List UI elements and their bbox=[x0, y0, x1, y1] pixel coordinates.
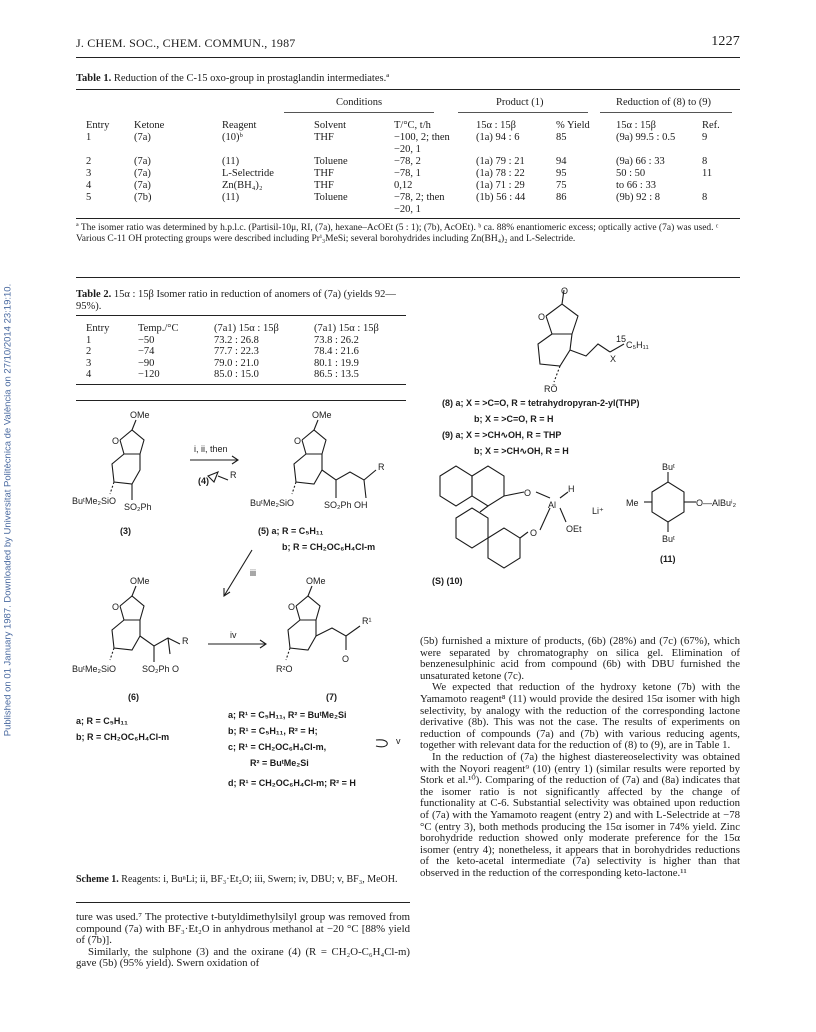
t1-cell: THF bbox=[314, 180, 334, 191]
epoxide-label: (4) bbox=[198, 476, 209, 486]
t2-cell: 2 bbox=[86, 346, 92, 357]
arrow-iv-label: iv bbox=[230, 630, 237, 640]
s3-so2ph: SO₂Ph bbox=[124, 502, 152, 512]
header-rule bbox=[76, 57, 740, 58]
scheme-bottom-rule bbox=[76, 902, 410, 903]
s6-so2ph-o: SO₂Ph O bbox=[142, 664, 180, 674]
s5-so2ph-oh: SO₂Ph OH bbox=[324, 500, 368, 510]
t1-cell bbox=[222, 204, 314, 216]
t1-cell: 50 : 50 bbox=[616, 168, 646, 179]
t2-cell: 1 bbox=[86, 334, 92, 346]
t1-cell bbox=[616, 144, 702, 156]
body-left-p2: Similarly, the sulphone (3) and the oxirane (4) (R = CH₂O-C₆H₄Cl-m) gave (5b) (95% yield). Swern oxidation of bbox=[76, 945, 410, 970]
t2-row bbox=[86, 346, 410, 358]
product-underline bbox=[458, 112, 588, 113]
t2-header-cell: Entry bbox=[86, 323, 110, 334]
t1-header-cell: Entry bbox=[86, 120, 110, 131]
t1-cell: 4 bbox=[86, 180, 92, 191]
t1-cell bbox=[222, 144, 314, 156]
body-right-p3: In the reduction of (7a) the highest diastereoselectivity was obtained with the Noyori reagent⁹ (10) (entry 1) (similar results were reported by Stork et al.¹⁰). Comparing of the reduction of (7a) and (8a) indicates that the isomer ratio is not significantly affected by the change of functionality at C-6. Substantial selectivity was obtained upon reduction of (7a) with the Yamamoto reagent (entry 2) and with L-Selectride at −78 °C (entry 3), both methods producing the 15α isomer in 74% yield. Zinc borohydride reduction showed only moderate preference for the 15α isomer (entry 4); nonetheless, it appears that in borohydrides reductions of the keto-acetal intermediate (7a) selectivity is higher than that observed in the reduction of the corresponding keto-lactone.¹¹ bbox=[420, 750, 740, 879]
reduction-underline bbox=[600, 112, 732, 113]
s5-label-a: (5) a; R = C₅H₁₁ bbox=[258, 526, 324, 536]
table2-top-rule bbox=[76, 315, 406, 316]
t1-header-cell: T/°C, t/h bbox=[394, 120, 431, 131]
s6-tbs: BuᵗMe₂SiO bbox=[72, 664, 116, 674]
t1-header-cell: Ketone bbox=[134, 120, 165, 131]
t1-header-cell: 15α : 15β bbox=[476, 120, 517, 131]
s7-o: O bbox=[288, 602, 296, 612]
scheme1-caption-text: Reagents: i, BuⁿLi; ii, BF₃·Et₂O; iii, Swern; iv, DBU; v, BF₃, MeOH. bbox=[121, 874, 398, 885]
t1-cell bbox=[702, 180, 742, 192]
journal-header: J. CHEM. SOC., CHEM. COMMUN., 1987 bbox=[76, 36, 296, 50]
t2-cell: 85.0 : 15.0 bbox=[214, 369, 259, 380]
s5-tbs: BuᵗMe₂SiO bbox=[250, 498, 294, 508]
t2-cell: −120 bbox=[138, 369, 160, 380]
t1-cell bbox=[616, 204, 702, 216]
t1-row bbox=[86, 180, 742, 192]
s7-r1: R¹ bbox=[362, 616, 372, 626]
leg7c: c; R¹ = CH₂OC₆H₄Cl-m, bbox=[228, 742, 327, 752]
t1-cell: (1a) 78 : 22 bbox=[476, 168, 525, 179]
side-note-text: Published on 01 January 1987. Downloaded by Universitat Politècnica de València on 27/10/2014 23:19:10. bbox=[2, 283, 14, 737]
table1-top-rule bbox=[76, 89, 740, 90]
t2-cell: 73.2 : 26.8 bbox=[214, 334, 259, 346]
s6-label: (6) bbox=[128, 692, 139, 702]
t1-cell: −78, 1 bbox=[394, 168, 421, 179]
t1-cell: 0,12 bbox=[394, 180, 413, 191]
t1-cell: −100, 2; then bbox=[394, 132, 450, 143]
table1 bbox=[86, 120, 742, 216]
epoxide-r: R bbox=[230, 470, 237, 480]
t1-cell: (7a) bbox=[134, 132, 151, 143]
body-right-p2: We expected that reduction of the hydroxy ketone (7b) with the Yamamoto reagent⁸ (11) would provide the desired 15α isomer with high selectivity, by analogy with the reduction of the corresponding lactone derivative (8b). This was not the case. The results of experiments on reduction of compounds (7a) and (7b) with various reducing agents, together with relevant data for the reduction of (8) to (9), are in Table 1. bbox=[420, 681, 740, 752]
t2-cell: −74 bbox=[138, 346, 155, 357]
t2-cell: 80.1 : 19.9 bbox=[314, 357, 359, 369]
t1-cell: 95 bbox=[556, 168, 567, 179]
s3-label: (3) bbox=[120, 526, 131, 536]
s11-but-top: Buᵗ bbox=[662, 462, 675, 472]
t1-cell: (11) bbox=[222, 192, 240, 203]
scheme-top-rule bbox=[76, 400, 406, 401]
leg7c2: R² = BuᵗMe₂Si bbox=[250, 758, 309, 768]
t1-cell: Zn(BH₄)₂ bbox=[222, 180, 263, 191]
t1-cell: −20, 1 bbox=[394, 204, 421, 215]
t1-cell: THF bbox=[314, 168, 334, 179]
t1-cell: (1a) 79 : 21 bbox=[476, 156, 525, 167]
s8-carbonyl-o: O bbox=[561, 286, 569, 296]
t1-cell: L-Selectride bbox=[222, 168, 274, 179]
t1-header-cell: % Yield bbox=[556, 120, 590, 131]
table2 bbox=[86, 323, 410, 381]
scheme1-caption-label: Scheme 1. bbox=[76, 874, 119, 885]
body-left-p1: ture was used.⁷ The protective t-butyldimethylsilyl group was removed from compound (7a) with BF₃·Et₂O in anhydrous methanol at −20 °C [88% yield of (7b)]. bbox=[76, 911, 410, 947]
section-rule bbox=[76, 277, 740, 278]
body-left-column bbox=[76, 912, 410, 970]
s10-h: H bbox=[568, 484, 575, 494]
t1-row bbox=[86, 204, 742, 216]
s5-ome: OMe bbox=[312, 410, 332, 420]
t1-cell bbox=[134, 144, 222, 156]
table2-caption-label: Table 2. bbox=[76, 289, 112, 300]
t1-cell: −78, 2; then bbox=[394, 192, 445, 203]
t1-cell bbox=[556, 204, 616, 216]
t1-cell: Toluene bbox=[314, 192, 348, 203]
t2-cell: −90 bbox=[138, 357, 155, 369]
s5-label-b: b; R = CH₂OC₆H₄Cl-m bbox=[282, 542, 376, 552]
s6-ome: OMe bbox=[130, 576, 150, 586]
t1-cell: (7a) bbox=[134, 180, 151, 191]
s11-label: (11) bbox=[660, 554, 676, 564]
t1-row bbox=[86, 156, 742, 168]
publication-side-note bbox=[0, 120, 20, 900]
t2-cell: 73.8 : 26.2 bbox=[314, 334, 359, 346]
t1-row bbox=[86, 192, 742, 204]
t1-cell bbox=[476, 144, 556, 156]
arrow-iii-label: iii bbox=[250, 568, 256, 578]
s3-o: O bbox=[112, 436, 120, 446]
reagents-i-ii: i, ii, then bbox=[194, 444, 228, 454]
s7-label: (7) bbox=[326, 692, 337, 702]
t1-cell: (9b) 92 : 8 bbox=[616, 192, 661, 203]
t2-header-cell: (7a1) 15α : 15β bbox=[214, 323, 279, 334]
t1-cell: −78, 2 bbox=[394, 156, 421, 167]
t1-cell bbox=[476, 204, 556, 216]
t1-cell: (9a) 66 : 33 bbox=[616, 156, 665, 167]
t1-cell: 3 bbox=[86, 168, 92, 179]
table1-caption-label: Table 1. bbox=[76, 73, 112, 84]
leg6a: a; R = C₅H₁₁ bbox=[76, 716, 128, 726]
t1-cell: 94 bbox=[556, 156, 567, 167]
s10-al: Al bbox=[548, 500, 557, 510]
t1-cell: 85 bbox=[556, 132, 567, 143]
t1-cell: 8 bbox=[702, 156, 708, 167]
t1-cell: (1a) 94 : 6 bbox=[476, 132, 520, 143]
s11-but-bottom: Buᵗ bbox=[662, 534, 675, 544]
t1-header-cell: Solvent bbox=[314, 120, 347, 131]
s8-label-b: b; X = >C=O, R = H bbox=[474, 414, 554, 424]
s8-ring-o: O bbox=[538, 312, 546, 322]
s6-r: R bbox=[182, 636, 189, 646]
table1-caption bbox=[76, 73, 389, 84]
scheme1-caption bbox=[76, 874, 410, 886]
t2-cell: 86.5 : 13.5 bbox=[314, 369, 359, 380]
page-number: 1227 bbox=[711, 34, 740, 49]
t1-cell: (1b) 56 : 44 bbox=[476, 192, 526, 203]
t1-cell: 11 bbox=[702, 168, 713, 179]
table2-caption-text: 15α : 15β Isomer ratio in reduction of anomers of (7a) (yields 92—95%). bbox=[76, 289, 396, 312]
s10-o-upper: O bbox=[524, 488, 532, 498]
table1-group-reduction: Reduction of (8) to (9) bbox=[616, 97, 712, 108]
t1-cell: (7a) bbox=[134, 156, 151, 167]
s8-c5h11: C₅H₁₁ bbox=[626, 340, 649, 350]
table1-group-product: Product (1) bbox=[496, 97, 544, 108]
t1-cell bbox=[702, 204, 742, 216]
t1-cell bbox=[314, 144, 394, 156]
s6-o: O bbox=[112, 602, 120, 612]
s8-ro: RÖ bbox=[544, 384, 558, 394]
t1-cell: 75 bbox=[556, 180, 567, 191]
t1-cell bbox=[314, 204, 394, 216]
table1-group-conditions: Conditions bbox=[336, 97, 383, 108]
s7-o-ketone: O bbox=[342, 654, 350, 664]
t1-cell: 1 bbox=[86, 132, 92, 143]
table1-caption-text: Reduction of the C-15 oxo-group in prostaglandin intermediates.ª bbox=[113, 73, 390, 84]
s9-label-b: b; X = >CH∿OH, R = H bbox=[474, 446, 569, 456]
t2-row bbox=[86, 369, 410, 381]
s5-r: R bbox=[378, 462, 385, 472]
t2-cell: 77.7 : 22.3 bbox=[214, 346, 259, 357]
arrow-v-label: v bbox=[396, 736, 401, 746]
structures-8-9-10-11 bbox=[420, 286, 740, 606]
t1-cell bbox=[134, 204, 222, 216]
t1-cell: to 66 : 33 bbox=[616, 180, 656, 191]
t1-header-cell: Reagent bbox=[222, 120, 257, 131]
s10-oet: OEt bbox=[566, 524, 582, 534]
t2-cell: 79.0 : 21.0 bbox=[214, 357, 259, 369]
t1-cell: (1a) 71 : 29 bbox=[476, 180, 525, 191]
leg7a: a; R¹ = C₅H₁₁, R² = BuᵗMe₂Si bbox=[228, 710, 347, 720]
s10-li: Li⁺ bbox=[592, 506, 604, 516]
t1-cell: (9a) 99.5 : 0.5 bbox=[616, 132, 676, 143]
s3-ome: OMe bbox=[130, 410, 150, 420]
t2-header-row bbox=[86, 323, 410, 335]
table1-bottom-rule bbox=[76, 218, 740, 219]
s7-ome: OMe bbox=[306, 576, 326, 586]
s10-o-lower: O bbox=[530, 528, 538, 538]
t1-header-row bbox=[86, 120, 742, 132]
table2-bottom-rule bbox=[76, 384, 406, 385]
t1-cell: 8 bbox=[702, 192, 708, 203]
leg7b: b; R¹ = C₅H₁₁, R² = H; bbox=[228, 726, 318, 736]
t1-cell: (10)ᵇ bbox=[222, 132, 243, 143]
t1-cell: Toluene bbox=[314, 156, 348, 167]
t1-cell: −20, 1 bbox=[394, 144, 421, 155]
t2-cell: 4 bbox=[86, 369, 92, 380]
s5-o: O bbox=[294, 436, 302, 446]
t1-cell: (11) bbox=[222, 156, 240, 167]
t2-row bbox=[86, 335, 410, 347]
t1-cell bbox=[86, 204, 134, 216]
t1-cell: THF bbox=[314, 132, 334, 143]
s9-label-a: (9) a; X = >CH∿OH, R = THP bbox=[442, 430, 562, 440]
leg7d: d; R¹ = CH₂OC₆H₄Cl-m; R² = H bbox=[228, 778, 356, 788]
t2-cell: 3 bbox=[86, 357, 92, 369]
t2-header-cell: (7a1) 15α : 15β bbox=[314, 323, 379, 334]
t1-header-cell: 15α : 15β bbox=[616, 120, 657, 131]
s3-tbs: BuᵗMe₂SiO bbox=[72, 496, 116, 506]
table1-footnote: ª The isomer ratio was determined by h.p.l.c. (Partisil-10μ, RI, (7a), hexane–AcOEt (5 : 1); (7b), AcOEt). ᵇ ca. 88% enantiomeric excess; optically active (7a) was used. ᶜ Various C-11 OH protecting groups were described including Prⁱ₃MeSi; several borohydrides including Zn(BH₄)₂ and L-Selectride. bbox=[76, 223, 719, 244]
leg6b: b; R = CH₂OC₆H₄Cl-m bbox=[76, 732, 170, 742]
scheme-1 bbox=[70, 410, 420, 850]
table2-caption bbox=[76, 289, 396, 313]
t2-header-cell: Temp./°C bbox=[138, 323, 179, 334]
t1-row bbox=[86, 132, 742, 144]
s8-c15-number: 15 bbox=[616, 334, 627, 344]
t1-cell: 2 bbox=[86, 156, 92, 167]
body-right-column bbox=[420, 636, 740, 879]
t1-header-cell: Ref. bbox=[702, 120, 720, 131]
t1-row bbox=[86, 144, 742, 156]
t1-cell bbox=[86, 144, 134, 156]
s11-oalbu: O—AlBuⁱ₂ bbox=[696, 498, 737, 508]
s7-r2o: R²O bbox=[276, 664, 293, 674]
t1-cell: 9 bbox=[702, 132, 708, 143]
t2-row bbox=[86, 358, 410, 370]
t1-cell: (7a) bbox=[134, 168, 151, 179]
conditions-underline bbox=[284, 112, 434, 113]
s10-label: (S) (10) bbox=[432, 576, 463, 586]
t1-cell: 5 bbox=[86, 192, 92, 203]
t1-row bbox=[86, 168, 742, 180]
t1-cell bbox=[556, 144, 616, 156]
s8-x: X bbox=[610, 354, 617, 364]
body-right-p1: (5b) furnished a mixture of products, (6b) (28%) and (7c) (67%), which were separated by chromatography on silica gel. Elimination of benzenesulphinic acid from compound (6b) with DBU furnished the unsaturated ketone (7c). bbox=[420, 635, 740, 682]
t2-cell: −50 bbox=[138, 334, 155, 346]
t2-cell: 78.4 : 21.6 bbox=[314, 346, 359, 357]
t1-cell: (7b) bbox=[134, 192, 152, 203]
t1-cell: 86 bbox=[556, 192, 567, 203]
s11-me: Me bbox=[626, 498, 639, 508]
t1-cell bbox=[702, 144, 742, 156]
s8-label-a: (8) a; X = >C=O, R = tetrahydropyran-2-yl(THP) bbox=[442, 398, 640, 408]
